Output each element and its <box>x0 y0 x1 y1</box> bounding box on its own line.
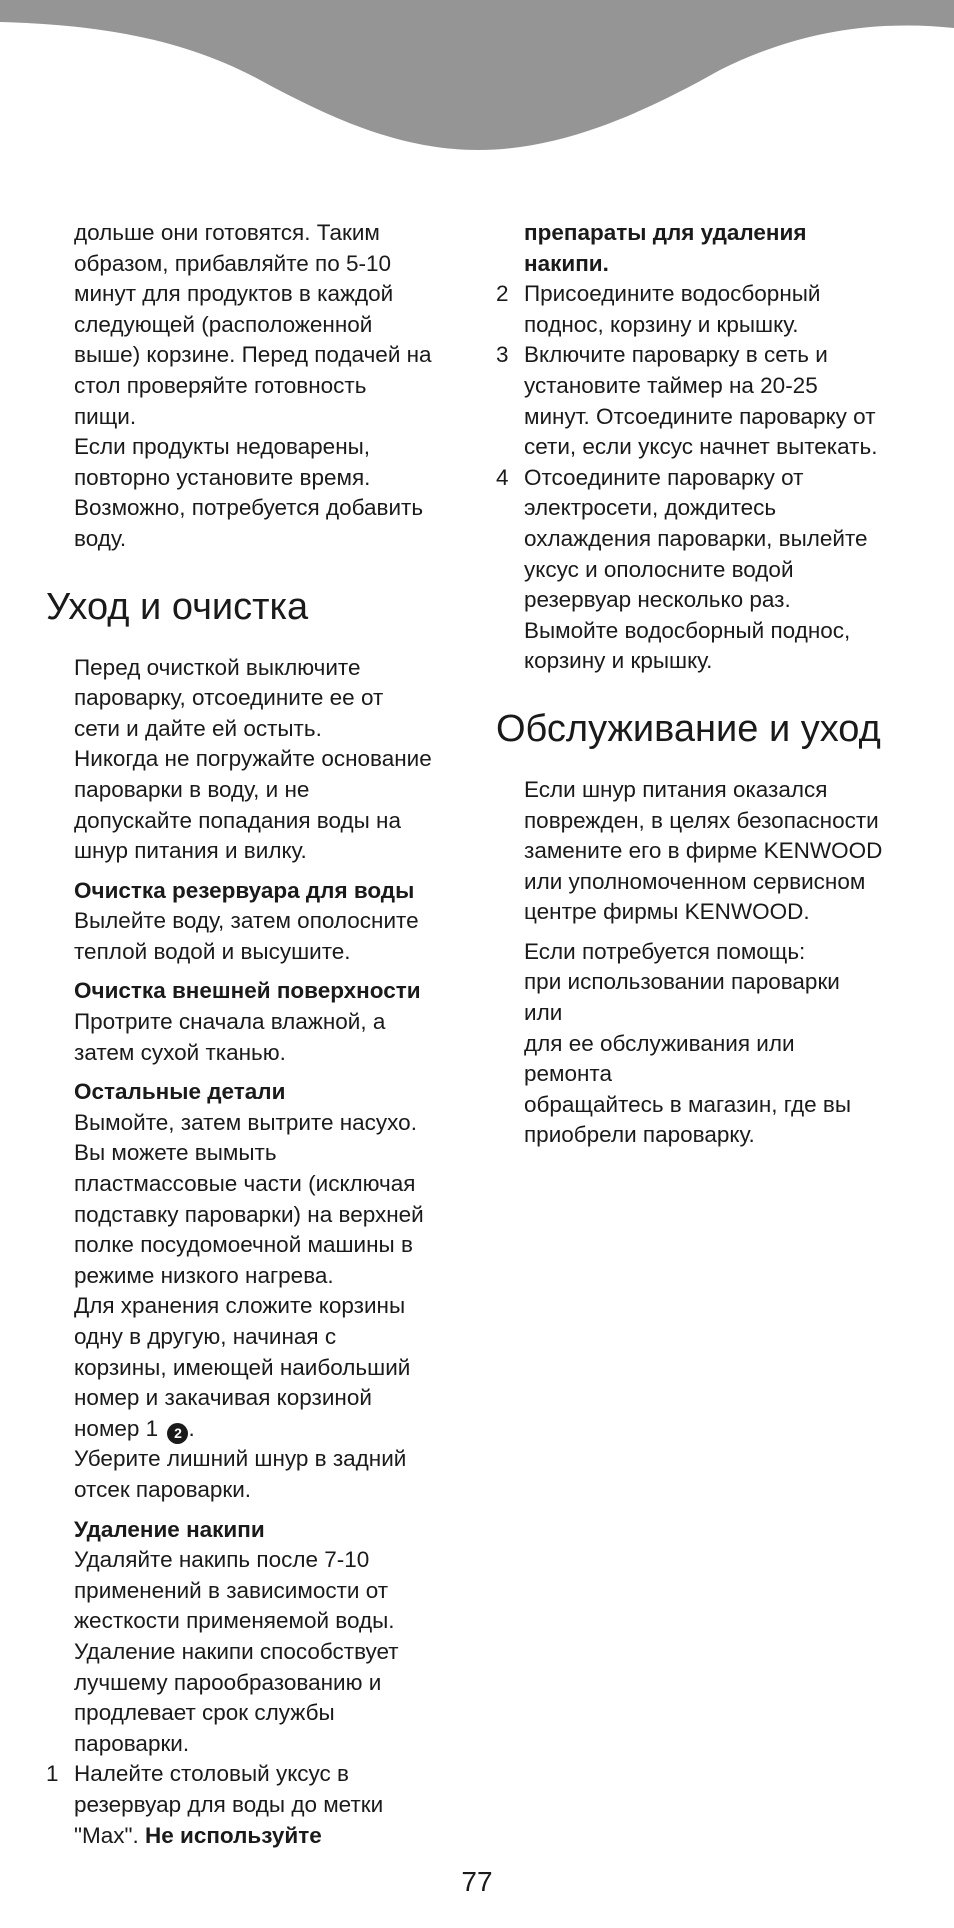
reservoir-cleaning-title: Очистка резервуара для воды <box>74 877 415 903</box>
step-number: 1 <box>46 1761 59 1787</box>
storage-text-end: . <box>188 1415 195 1441</box>
figure-2-badge-icon: 2 <box>167 1423 188 1444</box>
descaling-step-3 <box>496 340 916 462</box>
step-1-warning-continued: препараты для удаления накипи. <box>524 220 807 276</box>
step-text: Отсоедините пароварку от электросети, дождитесь охлаждения пароварки, вылейте уксус и ополосните водой резервуар несколько раз. Вымойте водосборный поднос, корзину и крышку. <box>524 464 868 674</box>
exterior-cleaning-text: Протрите сначала влажной, а затем сухой тканью. <box>74 1009 386 1065</box>
step-text: Присоедините водосборный поднос, корзину и крышку. <box>524 281 821 337</box>
other-parts-title: Остальные детали <box>74 1079 286 1105</box>
step-number: 4 <box>496 464 509 490</box>
undercooked-paragraph: Если продукты недоварены, повторно установите время. Возможно, потребуется добавить воду. <box>74 434 424 551</box>
step-number: 2 <box>496 281 509 307</box>
care-warning-paragraph: Никогда не погружайте основание пароварки в воду, и не допускайте попадания воды на шнур питания и вилку. <box>74 746 432 864</box>
cooking-time-paragraph: дольше они готовятся. Таким образом, прибавляйте по 5-10 минут для продуктов в каждой следующей (расположенной выше) корзине. Перед подачей на стол проверяйте готовность пищи. <box>74 220 432 429</box>
step-1-text: Налейте столовый уксус в резервуар для воды до метки "Max". <box>74 1761 384 1848</box>
exterior-cleaning-title: Очистка внешней поверхности <box>74 978 421 1004</box>
help-paragraph: Если потребуется помощь: при использовании пароварки или для ее обслуживания или ремонта обращайтесь в магазин, где вы приобрели пароварку. <box>524 938 851 1148</box>
storage-text <box>74 1291 466 1444</box>
left-column <box>46 218 466 1851</box>
step-1-warning: Не используйте <box>144 1822 322 1848</box>
descaling-step-1 <box>46 1759 466 1851</box>
descaling-step-2 <box>496 279 916 340</box>
descaling-frequency-text: Удаляйте накипь после 7-10 применений в зависимости от жесткости применяемой воды. <box>74 1547 395 1634</box>
care-cleaning-heading: Уход и очистка <box>46 585 309 628</box>
service-heading: Обслуживание и уход <box>496 707 881 750</box>
reservoir-cleaning-text: Вылейте воду, затем ополосните теплой водой и высушите. <box>74 908 419 964</box>
other-parts-text: Вымойте, затем вытрите насухо. <box>74 1109 417 1135</box>
step-text <box>74 1759 383 1851</box>
descaling-title: Удаление накипи <box>74 1516 265 1542</box>
step-text: Включите пароварку в сеть и установите таймер на 20-25 минут. Отсоедините пароварку от сети, если уксус начнет вытекать. <box>524 342 878 460</box>
power-cord-paragraph: Если шнур питания оказался поврежден, в целях безопасности замените его в фирме KENWOOD или уполномоченном сервисном центре фирмы KENWOOD. <box>524 776 883 925</box>
header-wave-decoration <box>0 0 954 160</box>
descaling-step-4 <box>496 463 916 677</box>
storage-text-body: Для хранения сложите корзины одну в другую, начиная с корзины, имеющей наибольший номер и закачивая корзиной номер 1 <box>74 1293 411 1441</box>
care-intro-paragraph: Перед очисткой выключите пароварку, отсоедините ее от сети и дайте ей остыть. <box>74 654 384 741</box>
page-number: 77 <box>461 1866 493 1897</box>
descaling-benefit-text: Удаление накипи способствует лучшему парообразованию и продлевает срок службы пароварки. <box>74 1638 399 1756</box>
cord-storage-text: Уберите лишний шнур в задний отсек пароварки. <box>74 1446 407 1502</box>
dishwasher-text: Вы можете вымыть пластмассовые части (исключая подставку пароварки) на верхней полке посудомоечной машины в режиме низкого нагрева. <box>74 1140 424 1288</box>
step-number: 3 <box>496 342 509 368</box>
right-column <box>496 218 916 1151</box>
